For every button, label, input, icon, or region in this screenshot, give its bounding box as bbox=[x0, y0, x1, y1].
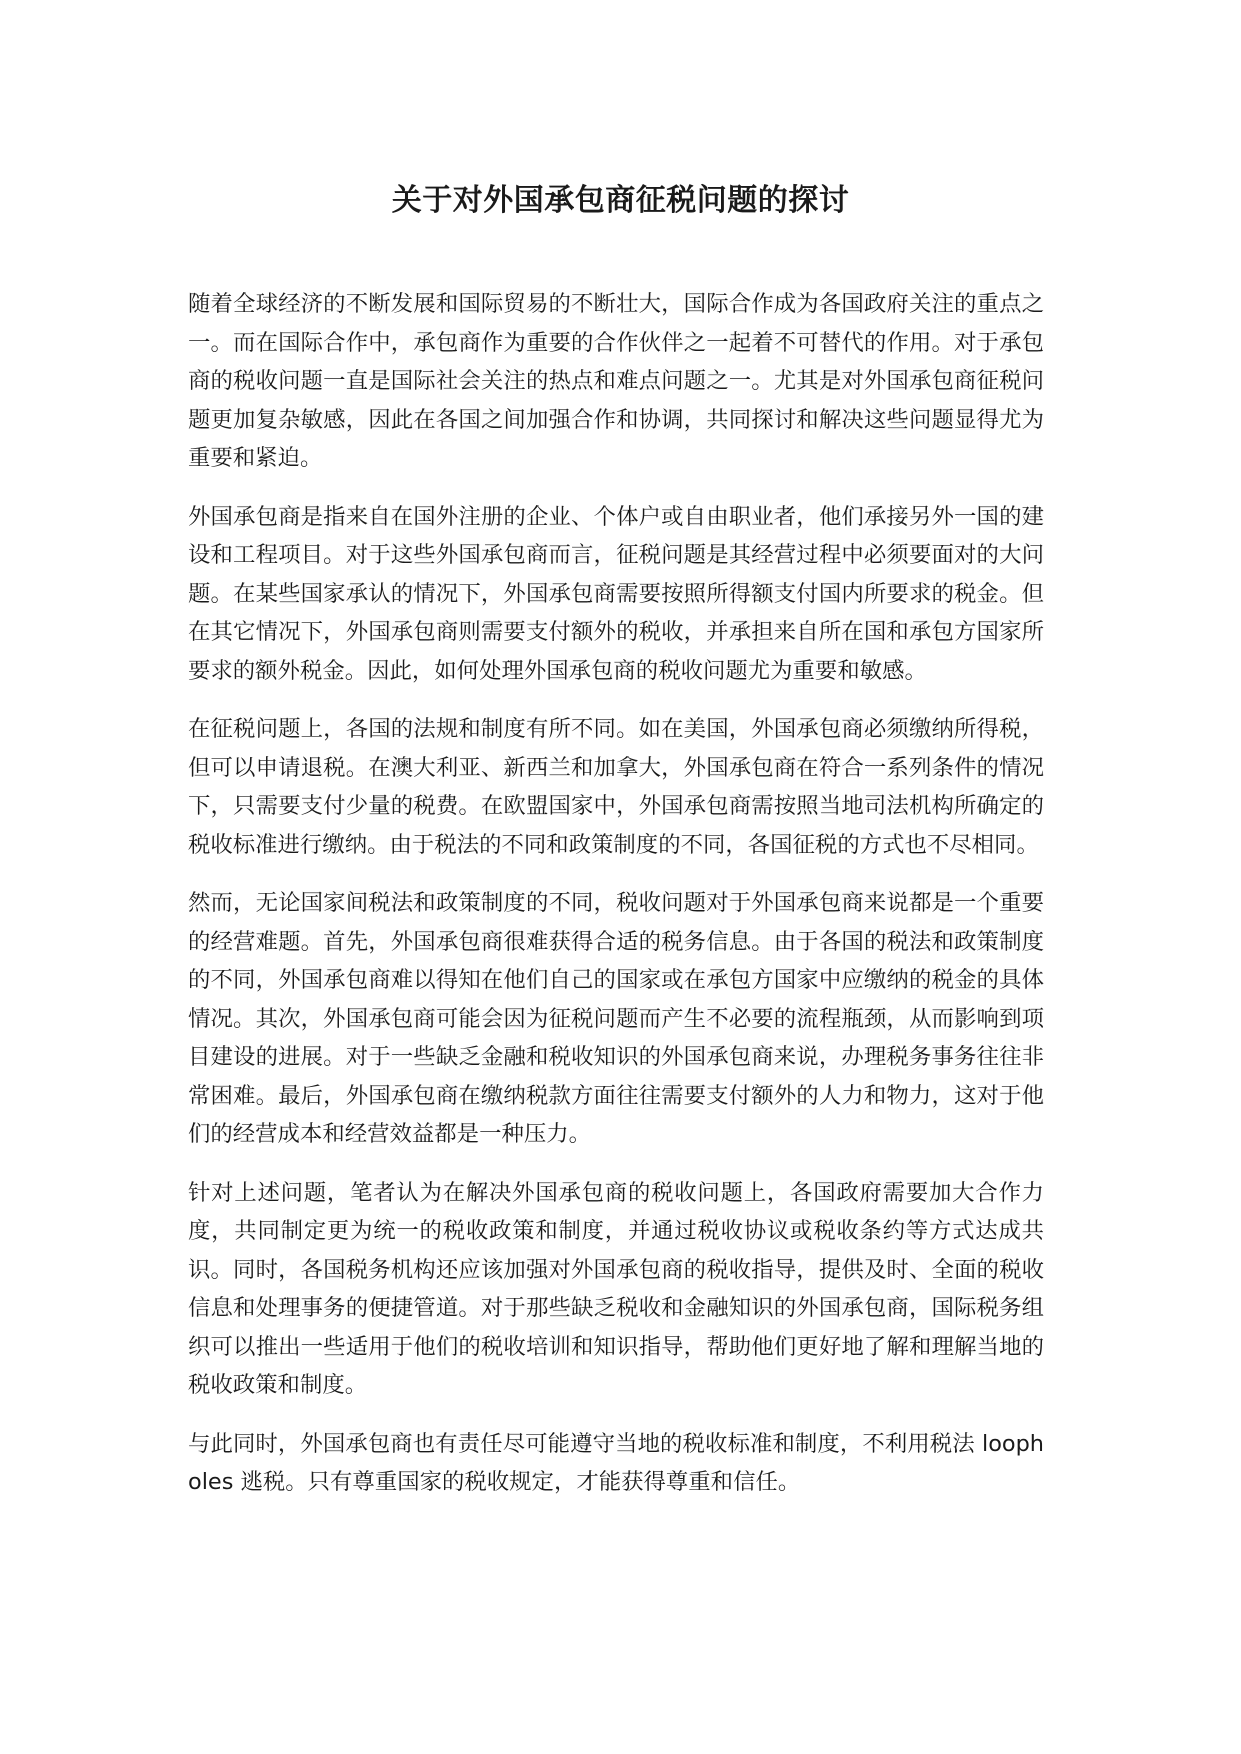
paragraph: 外国承包商是指来自在国外注册的企业、个体户或自由职业者，他们承接另外一国的建设和工程项目。对于这些外国承包商而言，征税问题是其经营过程中必须要面对的大问题。在某些国家承认的情况下，外国承包商需要按照所得额支付国内所要求的税金。但在其它情况下，外国承包商则需要支付额外的税收，并承担来自所在国和承包方国家所要求的额外税金。因此，如何处理外国承包商的税收问题尤为重要和敏感。 bbox=[188, 503, 1044, 684]
paragraph: 针对上述问题，笔者认为在解决外国承包商的税收问题上，各国政府需要加大合作力度，共同制定更为统一的税收政策和制度，并通过税收协议或税收条约等方式达成共识。同时，各国税务机构还应该加强对外国承包商的税收指导，提供及时、全面的税收信息和处理事务的便捷管道。对于那些缺乏税收和金融知识的外国承包商，国际税务组织可以推出一些适用于他们的税收培训和知识指导，帮助他们更好地了解和理解当地的税收政策和制度。 bbox=[188, 1179, 1044, 1398]
document-body bbox=[188, 285, 1044, 1522]
paragraph: 随着全球经济的不断发展和国际贸易的不断壮大，国际合作成为各国政府关注的重点之一。而在国际合作中，承包商作为重要的合作伙伴之一起着不可替代的作用。对于承包商的税收问题一直是国际社会关注的热点和难点问题之一。尤其是对外国承包商征税问题更加复杂敏感，因此在各国之间加强合作和协调，共同探讨和解决这些问题显得尤为重要和紧迫。 bbox=[188, 291, 1044, 471]
paragraph: 与此同时，外国承包商也有责任尽可能遵守当地的税收标准和制度，不利用税法 loopholes 逃税。只有尊重国家的税收规定，才能获得尊重和信任。 bbox=[188, 1430, 1044, 1495]
paragraph: 然而，无论国家间税法和政策制度的不同，税收问题对于外国承包商来说都是一个重要的经营难题。首先，外国承包商很难获得合适的税务信息。由于各国的税法和政策制度的不同，外国承包商难以得知在他们自己的国家或在承包方国家中应缴纳的税金的具体情况。其次，外国承包商可能会因为征税问题而产生不必要的流程瓶颈，从而影响到项目建设的进展。对于一些缺乏金融和税收知识的外国承包商来说，办理税务事务往往非常困难。最后，外国承包商在缴纳税款方面往往需要支付额外的人力和物力，这对于他们的经营成本和经营效益都是一种压力。 bbox=[188, 890, 1044, 1147]
document-title: 关于对外国承包商征税问题的探讨 bbox=[391, 183, 850, 218]
paragraph: 在征税问题上，各国的法规和制度有所不同。如在美国，外国承包商必须缴纳所得税，但可以申请退税。在澳大利亚、新西兰和加拿大，外国承包商在符合一系列条件的情况下，只需要支付少量的税费。在欧盟国家中，外国承包商需按照当地司法机构所确定的税收标准进行缴纳。由于税法的不同和政策制度的不同，各国征税的方式也不尽相同。 bbox=[188, 716, 1044, 858]
